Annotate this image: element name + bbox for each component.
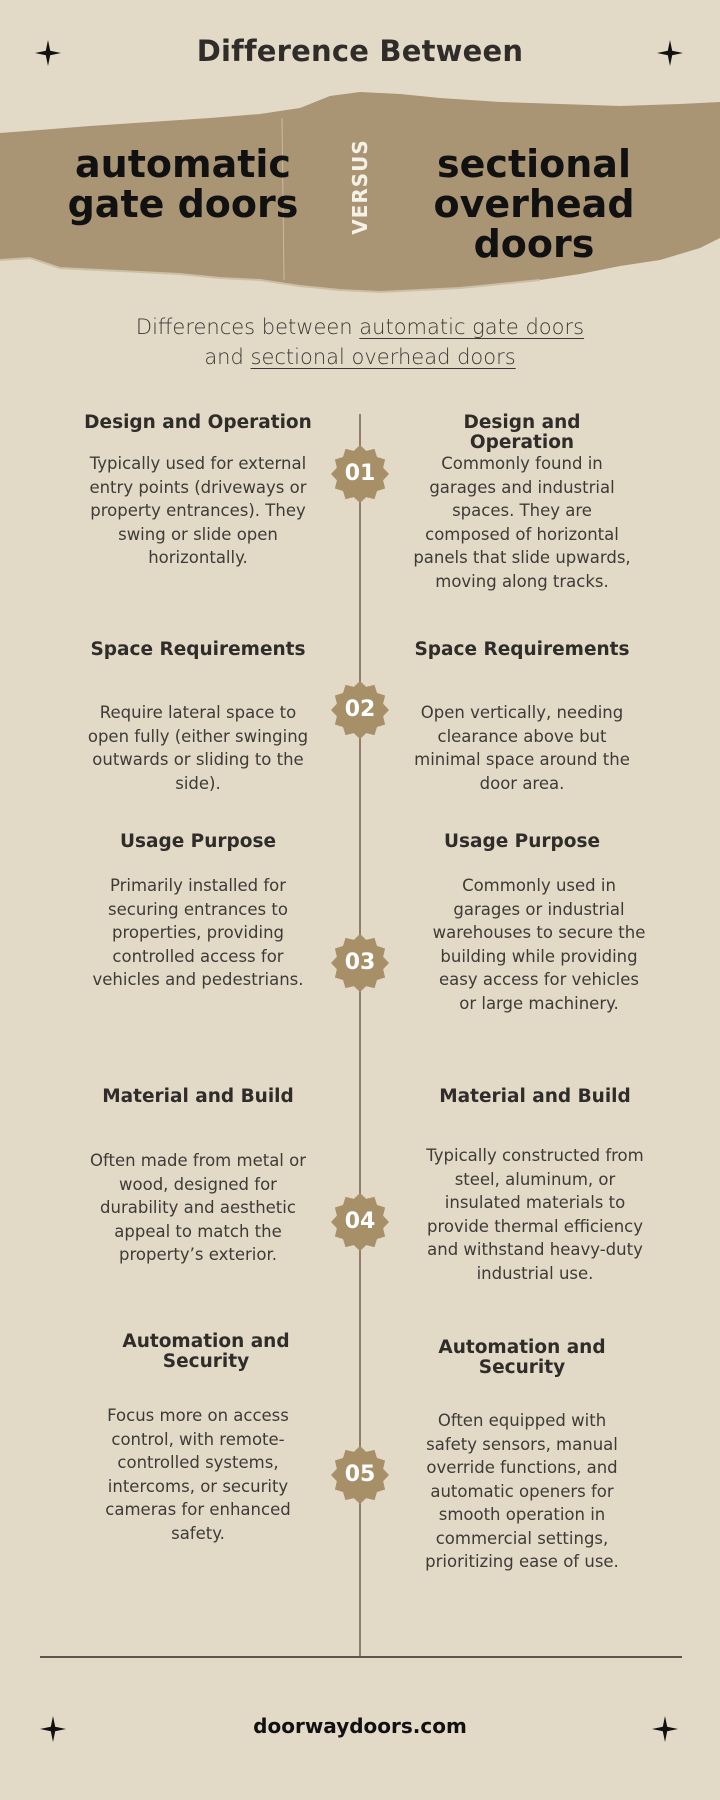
step-badge-5 — [331, 1446, 389, 1504]
section-2-right-title: Space Requirements — [414, 639, 630, 660]
section-5-right-text: Often equipped with safety sensors, manual override functions, and automatic openers for smooth operation in commercial settings, prioritizing ease of use. — [425, 1411, 619, 1571]
section-2-left-title: Space Requirements — [90, 639, 306, 660]
footer-divider — [40, 1656, 682, 1658]
left-heading: automatic gate doors — [67, 142, 299, 226]
intro-right-link[interactable]: sectional overhead doors — [250, 345, 516, 369]
step-badge-3 — [331, 934, 389, 992]
section-2-right-text: Open vertically, needing clearance above but minimal space around the door area. — [414, 703, 630, 793]
step-number: 03 — [344, 950, 376, 975]
footer-website[interactable]: doorwaydoors.com — [253, 1714, 467, 1738]
step-badge-1 — [331, 445, 389, 503]
section-4-left-title: Material and Build — [102, 1086, 294, 1107]
section-3-right-text: Commonly used in garages or industrial warehouses to secure the building while providing easy access for vehicles or large machinery. — [432, 876, 646, 1013]
section-3-left-text: Primarily installed for securing entrances to properties, providing controlled access for vehicles and pedestrians. — [92, 876, 304, 989]
step-badge-4 — [331, 1193, 389, 1251]
section-2-left-text: Require lateral space to open fully (either swinging outwards or sliding to the side). — [87, 703, 309, 793]
step-number: 01 — [344, 461, 376, 486]
section-3-right-title: Usage Purpose — [443, 831, 601, 852]
section-4-right-text: Typically constructed from steel, aluminum, or insulated materials to provide thermal efficiency and withstand heavy-duty industrial use. — [426, 1146, 644, 1283]
section-4-left-text: Often made from metal or wood, designed for durability and aesthetic appeal to match the property’s exterior. — [89, 1151, 307, 1264]
section-1-left-text: Typically used for external entry points (driveways or property entrances). They swing or slide open horizontally. — [89, 454, 307, 567]
intro-text — [60, 312, 660, 372]
intro-middle: and — [204, 345, 251, 369]
right-heading: sectional overhead doors — [433, 142, 635, 266]
section-5-left-title: Automation and Security — [122, 1331, 290, 1372]
versus-label: VERSUS — [348, 139, 372, 235]
page-title: Difference Between — [196, 34, 524, 68]
intro-left-link[interactable]: automatic gate doors — [359, 315, 585, 339]
step-badge-2 — [331, 681, 389, 739]
step-number: 05 — [344, 1462, 376, 1487]
section-5-left-text: Focus more on access control, with remote-controlled systems, intercoms, or security cameras for enhanced safety. — [105, 1406, 291, 1543]
section-1-right-text: Commonly found in garages and industrial spaces. They are composed of horizontal panels that slide upwards, moving along tracks. — [413, 454, 631, 591]
intro-prefix: Differences between — [135, 315, 360, 339]
section-4-right-title: Material and Build — [439, 1086, 631, 1107]
step-number: 04 — [344, 1209, 376, 1234]
section-5-right-title: Automation and Security — [438, 1337, 606, 1378]
section-1-right-title: Design and Operation — [463, 412, 581, 453]
section-3-left-title: Usage Purpose — [119, 831, 277, 852]
step-number: 02 — [344, 697, 376, 722]
section-1-left-title: Design and Operation — [84, 412, 312, 433]
